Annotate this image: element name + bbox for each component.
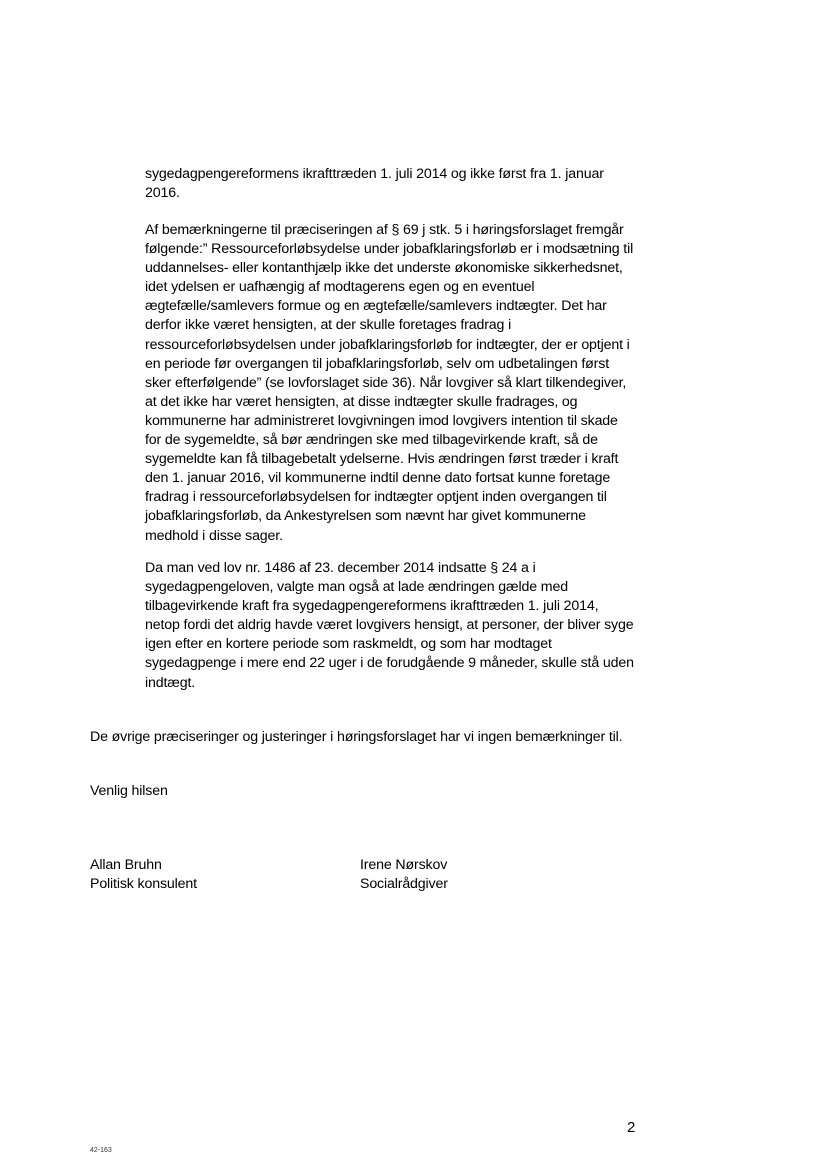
text-line: at det ikke har været hensigten, at disse indtægter skulle fradrages, og <box>145 393 578 410</box>
text-line: medhold i disse sager. <box>145 527 283 544</box>
page-number: 2 <box>627 1119 636 1136</box>
signer-title: Politisk konsulent <box>90 876 197 892</box>
text-line: sygedagpengeloven, valgte man også at lade ændringen gælde med <box>145 579 568 596</box>
text-line: Da man ved lov nr. 1486 af 23. december 2014 indsatte § 24 a i <box>145 560 536 576</box>
closing-statement: De øvrige præciseringer og justeringer i høringsforslaget har vi ingen bemærkninger til. <box>90 729 623 745</box>
text-line: sker efterfølgende” (se lovforslaget side 36). Når lovgiver så klart tilkendegiver, <box>145 374 627 391</box>
text-line: en periode før overgangen til jobafklaringsforløb, selv om udbetalingen først <box>145 355 609 372</box>
signer-name: Allan Bruhn <box>90 857 162 873</box>
signature-block-1 <box>90 856 197 894</box>
text-line: jobafklaringsforløb, da Ankestyrelsen som nævnt har givet kommunerne <box>145 508 586 525</box>
text-line: tilbagevirkende kraft fra sygedagpengereformens ikrafttræden 1. juli 2014, <box>145 598 599 615</box>
text-line: sygedagpengereformens ikrafttræden 1. juli 2014 og ikke først fra 1. januar <box>145 166 604 182</box>
text-line: for de sygemeldte, så bør ændringen ske med tilbagevirkende kraft, så de <box>145 432 598 449</box>
paragraph-1 <box>145 165 645 203</box>
text-line: fradrag i ressourceforløbsydelsen for indtægter optjent inden overgangen til <box>145 489 607 506</box>
signer-name: Irene Nørskov <box>360 857 448 873</box>
paragraph-2 <box>145 221 645 546</box>
text-line: idet ydelsen er uafhængig af modtagerens egen og en eventuel <box>145 279 535 296</box>
text-line: følgende:” Ressourceforløbsydelse under jobafklaringsforløb er i modsætning til <box>145 241 634 258</box>
text-line: derfor ikke været hensigten, at der skulle foretages fradrag i <box>145 317 512 334</box>
greeting: Venlig hilsen <box>90 783 168 799</box>
signer-title: Socialrådgiver <box>360 876 448 892</box>
text-line: ressourceforløbsydelsen under jobafklaringsforløb for indtægter, der er optjent i <box>145 336 630 353</box>
text-line: den 1. januar 2016, vil kommunerne indtil denne dato fortsat kunne foretage <box>145 470 611 487</box>
paragraph-3 <box>145 559 645 693</box>
signature-block-2 <box>360 856 448 894</box>
text-line: sygedagpenge i mere end 22 uger i de forudgående 9 måneder, skulle stå uden <box>145 655 634 672</box>
text-line: Af bemærkningerne til præciseringen af § 69 j stk. 5 i høringsforslaget fremgår <box>145 222 624 238</box>
text-line: indtægt. <box>145 674 196 691</box>
text-line: ægtefælle/samlevers formue og en ægtefælle/samlevers indtægter. Det har <box>145 298 607 315</box>
text-line: igen efter en kortere periode som raskmeldt, og som har modtaget <box>145 636 552 653</box>
text-line: uddannelses- eller kontanthjælp ikke det underste økonomiske sikkerhedsnet, <box>145 260 623 277</box>
text-line: sygemeldte kan få tilbagebetalt ydelserne. Hvis ændringen først træder i kraft <box>145 451 619 468</box>
text-line: netop fordi det aldrig havde været lovgivers hensigt, at personer, der bliver syge <box>145 617 634 634</box>
text-line: kommunerne har administreret lovgivningen imod lovgivers intention til skade <box>145 412 618 429</box>
text-line: 2016. <box>145 185 180 202</box>
document-code: 42-163 <box>90 1147 112 1154</box>
